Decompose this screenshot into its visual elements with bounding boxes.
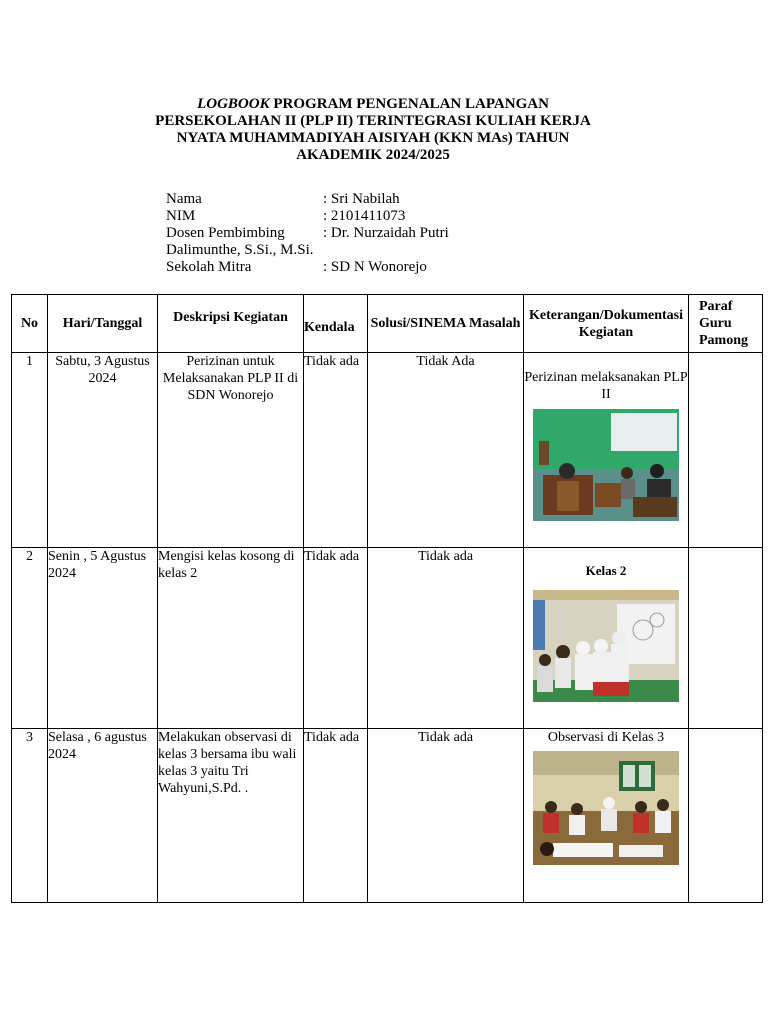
row3-keterangan-text: Observasi di Kelas 3	[547, 730, 665, 745]
row3-hari: Selasa , 6 agustus 2024	[48, 729, 158, 903]
row2-no: 2	[12, 548, 48, 729]
row1-hari: Sabtu, 3 Agustus 2024	[48, 353, 158, 548]
header-keterangan: Keterangan/Dokumentasi Kegiatan	[524, 295, 689, 353]
row1-paraf	[689, 353, 763, 548]
header-hari: Hari/Tanggal	[48, 295, 158, 353]
dosen-value-cont: Dalimunthe, S.Si., M.Si.	[166, 242, 314, 258]
row2-solusi: Tidak ada	[368, 548, 524, 729]
header-paraf: Paraf Guru Pamong	[689, 295, 763, 353]
permission-meeting-photo	[533, 409, 679, 521]
class-2-photo	[533, 590, 679, 702]
dosen-label: Dosen Pembimbing	[166, 225, 285, 241]
document-title	[150, 96, 596, 164]
header-deskripsi: Deskripsi Kegiatan	[158, 295, 304, 353]
sekolah-label: Sekolah Mitra	[166, 259, 252, 275]
logbook-table	[11, 294, 763, 903]
table-row	[12, 353, 763, 548]
header-kendala: Kendala	[304, 295, 368, 353]
row2-kendala: Tidak ada	[304, 548, 368, 729]
row3-keterangan	[524, 729, 689, 903]
row1-no: 1	[12, 353, 48, 548]
header-no: No	[12, 295, 48, 353]
nama-label: Nama	[166, 191, 202, 207]
class-3-observation-photo	[533, 751, 679, 865]
row1-keterangan	[524, 353, 689, 548]
table-row	[12, 729, 763, 903]
sekolah-value: : SD N Wonorejo	[323, 259, 427, 275]
row2-keterangan	[524, 548, 689, 729]
nim-value: : 2101411073	[323, 208, 406, 224]
row2-hari: Senin , 5 Agustus 2024	[48, 548, 158, 729]
row2-deskripsi: Mengisi kelas kosong di kelas 2	[158, 548, 304, 729]
nim-label: NIM	[166, 208, 196, 224]
table-row	[12, 548, 763, 729]
header-solusi: Solusi/SINEMA Masalah	[368, 295, 524, 353]
dosen-value: : Dr. Nurzaidah Putri	[323, 225, 449, 241]
row3-paraf	[689, 729, 763, 903]
table-header-row	[12, 295, 763, 353]
nama-value: : Sri Nabilah	[323, 191, 400, 207]
row2-keterangan-text: Kelas 2	[585, 563, 627, 578]
row3-solusi: Tidak ada	[368, 729, 524, 903]
title-italic: LOGBOOK	[197, 96, 270, 112]
row3-deskripsi: Melakukan observasi di kelas 3 bersama ibu wali kelas 3 yaitu Tri Wahyuni,S.Pd. .	[158, 729, 304, 903]
row1-deskripsi: Perizinan untuk Melaksanakan PLP II di SDN Wonorejo	[158, 353, 304, 548]
row2-paraf	[689, 548, 763, 729]
row3-kendala: Tidak ada	[304, 729, 368, 903]
title-rest: PROGRAM PENGENALAN LAPANGAN PERSEKOLAHAN II (PLP II) TERINTEGRASI KULIAH KERJA NYATA MUHAMMADIYAH AISIYAH (KKN MAs) TAHUN AKADEMIK 2024/2025	[155, 96, 591, 163]
row3-no: 3	[12, 729, 48, 903]
row1-keterangan-text: Perizinan melaksanakan PLP II	[524, 370, 688, 402]
row1-kendala: Tidak ada	[304, 353, 368, 548]
row1-solusi: Tidak Ada	[368, 353, 524, 548]
